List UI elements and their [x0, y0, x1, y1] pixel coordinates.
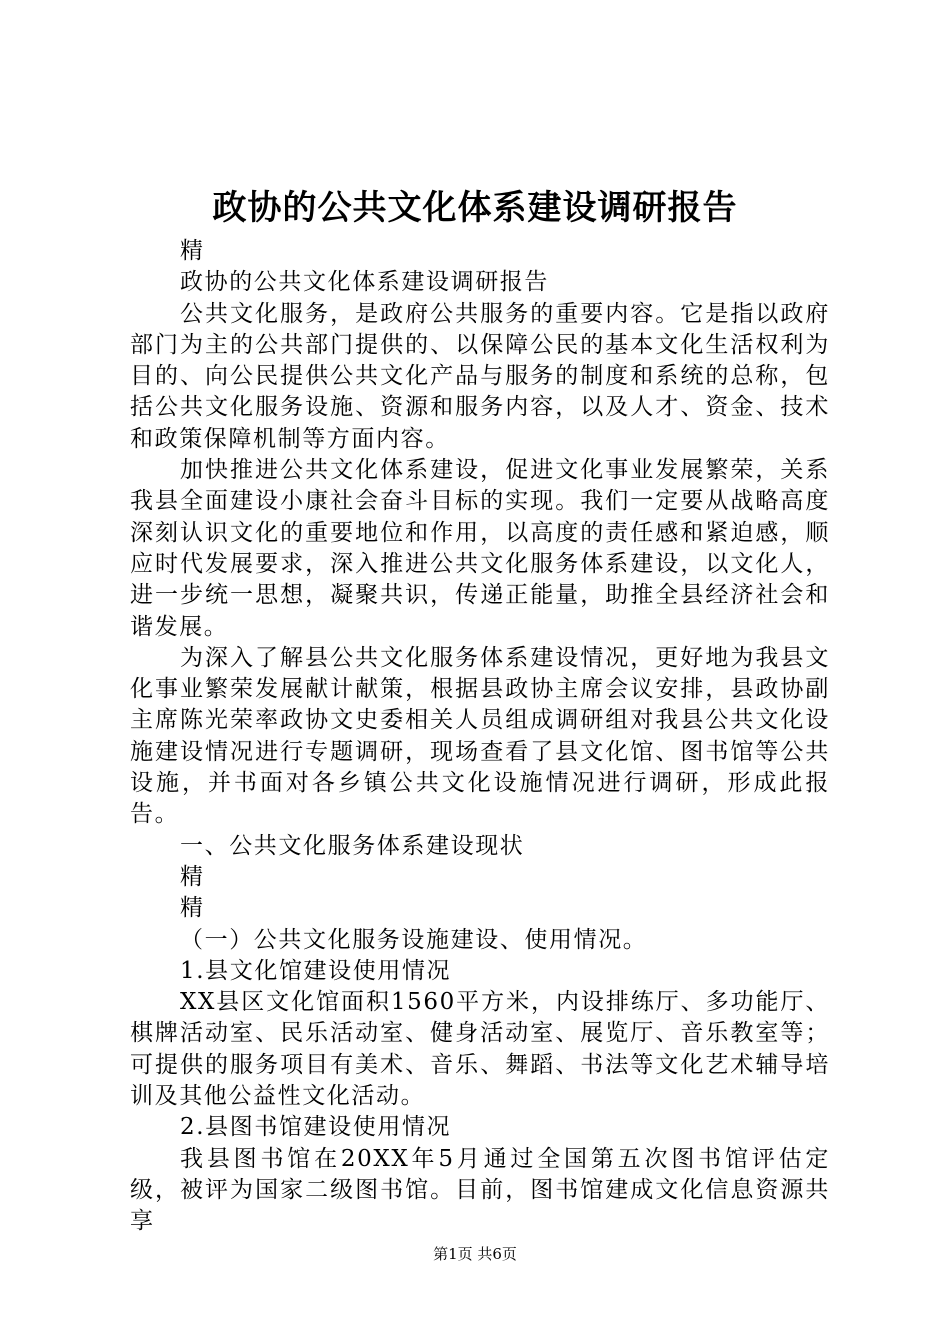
paragraph: XX县区文化馆面积1560平方米，内设排练厅、多功能厅、棋牌活动室、民乐活动室、健身活动室、展览厅、音乐教室等；可提供的服务项目有美术、音乐、舞蹈、书法等文化艺术辅导培训及其他公益性文化活动。	[130, 989, 830, 1110]
document-body	[130, 236, 830, 1238]
paragraph: 精	[180, 238, 205, 264]
paragraph: 精	[180, 863, 205, 890]
page-footer: 第1页 共6页	[433, 1245, 517, 1263]
paragraph: 公共文化服务，是政府公共服务的重要内容。它是指以政府部门为主的公共部门提供的、以保障公民的基本文化生活权利为目的、向公民提供公共文化产品与服务的制度和系统的总称，包括公共文化服务设施、资源和服务内容，以及人才、资金、技术和政策保障机制等方面内容。	[130, 300, 830, 452]
document-title: 政协的公共文化体系建设调研报告	[212, 188, 738, 228]
paragraph: 为深入了解县公共文化服务体系建设情况，更好地为我县文化事业繁荣发展献计献策，根据县政协主席会议安排，县政协副主席陈光荣率政协文史委相关人员组成调研组对我县公共文化设施建设情况进行专题调研，现场查看了县文化馆、图书馆等公共设施，并书面对各乡镇公共文化设施情况进行调研，形成此报告。	[130, 644, 830, 828]
subsection-heading: （一）公共文化服务设施建设、使用情况。	[180, 926, 648, 953]
paragraph: 加快推进公共文化体系建设，促进文化事业发展繁荣，关系我县全面建设小康社会奋斗目标的实现。我们一定要从战略高度深刻认识文化的重要地位和作用，以高度的责任感和紧迫感，顺应时代发展要求，深入推进公共文化服务体系建设，以文化人，进一步统一思想，凝聚共识，传递正能量，助推全县经济社会和谐发展。	[130, 457, 830, 640]
paragraph: 精	[180, 895, 205, 922]
subsection-heading: 2.县图书馆建设使用情况	[180, 1114, 452, 1141]
paragraph: 我县图书馆在20XX年5月通过全国第五次图书馆评估定级，被评为国家二级图书馆。目前，图书馆建成文化信息资源共享	[130, 1145, 830, 1235]
section-heading: 一、公共文化服务体系建设现状	[180, 832, 525, 859]
subsection-heading: 1.县文化馆建设使用情况	[180, 957, 452, 984]
paragraph: 政协的公共文化体系建设调研报告	[180, 269, 549, 296]
